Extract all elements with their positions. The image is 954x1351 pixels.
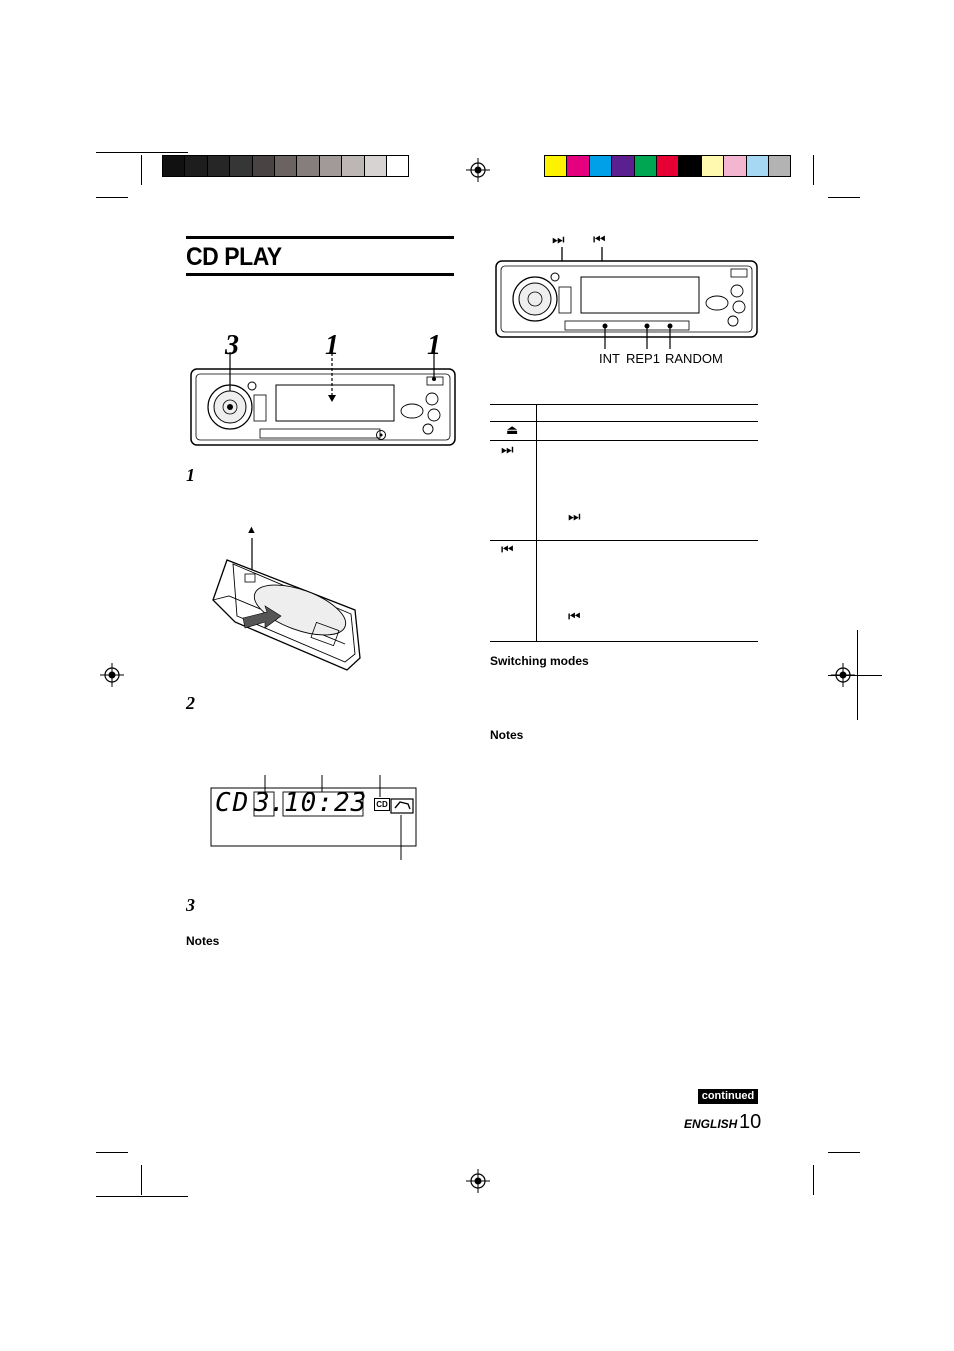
figure-callout-1b: 1 [427, 330, 441, 361]
color-swatch [252, 155, 275, 177]
color-swatch [701, 155, 724, 177]
color-swatch [162, 155, 185, 177]
color-swatch [544, 155, 567, 177]
crop-mark-bottom-right-v [813, 1165, 814, 1195]
color-swatch [274, 155, 297, 177]
right-notes-heading: Notes [490, 728, 524, 742]
language-label: ENGLISH [684, 1117, 738, 1131]
prev-button-label: ⏮ [593, 231, 606, 247]
table-column-divider [536, 404, 537, 641]
registration-mark-top [466, 158, 490, 182]
display-cd-indicator: CD [374, 798, 390, 811]
prev-track-inline-icon: ⏮ [568, 608, 581, 624]
crop-mark-bottom-left-h [96, 1152, 128, 1153]
display-source: CD [215, 788, 251, 818]
step-3-number: 3 [186, 895, 195, 915]
page-title: CD PLAY [186, 243, 282, 271]
crop-mark-top-right-h [828, 197, 860, 198]
next-track-icon: ⏭ [501, 441, 514, 457]
crop-mark-top-left-h [96, 152, 188, 153]
color-swatch [656, 155, 679, 177]
color-swatch [296, 155, 319, 177]
eject-icon: ⏏ [506, 422, 519, 437]
step-1-number: 1 [186, 465, 195, 485]
crop-mark-top-right-v [813, 155, 814, 185]
color-swatch [184, 155, 207, 177]
color-swatch [589, 155, 612, 177]
registration-mark-left [100, 663, 124, 687]
stereo-front-panel-figure [190, 355, 458, 447]
cd-insertion-figure [205, 540, 375, 680]
color-swatch [364, 155, 387, 177]
next-track-inline-icon: ⏭ [568, 508, 581, 524]
color-swatch [319, 155, 342, 177]
registration-mark-bottom [466, 1169, 490, 1193]
color-swatch [386, 155, 409, 177]
crop-mark-bottom-left-h2 [96, 1196, 188, 1197]
color-swatch [723, 155, 746, 177]
color-swatch [634, 155, 657, 177]
color-swatch [229, 155, 252, 177]
table-top-rule [490, 404, 758, 405]
crop-mark-bottom-right-h [828, 1152, 860, 1153]
step-2-number: 2 [186, 693, 195, 713]
color-swatch [611, 155, 634, 177]
eject-symbol-label: ▲ [246, 524, 257, 536]
switching-modes-heading: Switching modes [490, 654, 589, 668]
table-row-rule [490, 421, 758, 422]
random-label: RANDOM [665, 351, 723, 366]
table-row-rule [490, 440, 758, 441]
color-swatch [678, 155, 701, 177]
color-swatch [768, 155, 791, 177]
left-notes-heading: Notes [186, 934, 220, 948]
crop-mark-top-left-v [141, 155, 142, 185]
table-row-rule [490, 540, 758, 541]
stereo-panel-button-figure [495, 245, 760, 355]
crop-mark-bottom-left-v [141, 1165, 142, 1195]
next-button-label: ⏭ [552, 231, 565, 247]
color-swatch [746, 155, 769, 177]
prev-track-icon: ⏮ [501, 541, 514, 557]
table-bottom-rule [490, 641, 758, 642]
rep1-label: REP1 [626, 351, 660, 366]
crop-mark-top-left-h2 [96, 197, 128, 198]
display-track: 3. [254, 788, 286, 818]
page-title-box [186, 236, 454, 276]
int-label: INT [599, 351, 620, 366]
crop-mark-right-h [828, 675, 882, 676]
color-swatch [566, 155, 589, 177]
figure-callout-1a: 1 [325, 330, 339, 361]
continued-badge: continued [698, 1089, 758, 1104]
color-swatch [207, 155, 230, 177]
display-time: 10:23 [284, 788, 368, 818]
color-swatch [341, 155, 364, 177]
figure-callout-3: 3 [225, 330, 239, 361]
page-number: 10 [739, 1111, 762, 1133]
